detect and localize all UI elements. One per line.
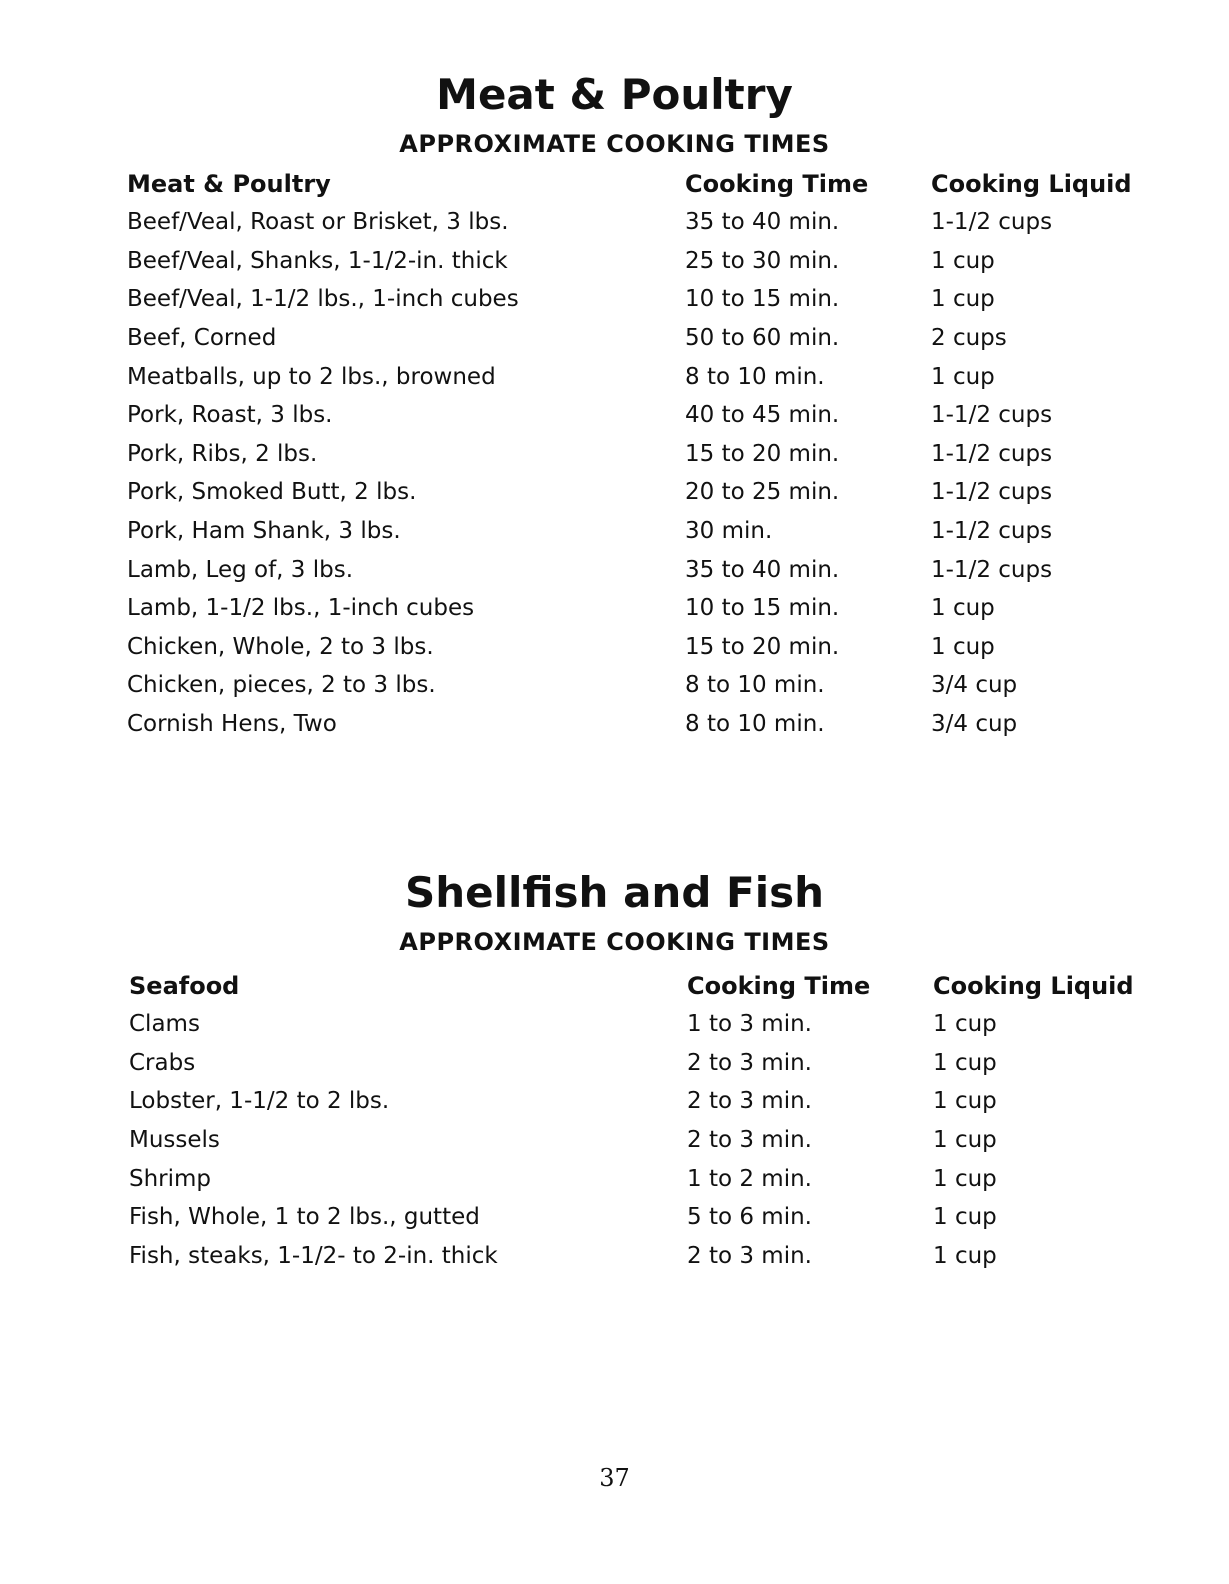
seafood-section-title: Shellfish and Fish	[405, 868, 824, 917]
table-row	[127, 357, 1151, 396]
table-header-row	[129, 967, 1153, 1005]
cell-cooking-time: 2 to 3 min.	[687, 1127, 812, 1154]
table-row	[127, 396, 1151, 435]
cell-item: Pork, Smoked Butt, 2 lbs.	[127, 479, 417, 506]
cell-item: Fish, steaks, 1-1/2- to 2-in. thick	[129, 1242, 498, 1269]
cell-item: Lamb, 1-1/2 lbs., 1-inch cubes	[127, 595, 475, 622]
meat-cooking-table	[127, 165, 1151, 743]
seafood-cooking-table	[129, 967, 1153, 1275]
cell-cooking-liquid: 2 cups	[931, 325, 1007, 352]
meat-section-subtitle: APPROXIMATE COOKING TIMES	[399, 130, 830, 158]
table-row	[129, 1237, 1153, 1276]
cell-cooking-liquid: 1 cup	[933, 1049, 997, 1076]
cell-cooking-liquid: 1-1/2 cups	[931, 518, 1053, 545]
cell-cooking-liquid: 1 cup	[933, 1088, 997, 1115]
cell-cooking-time: 1 to 3 min.	[687, 1011, 812, 1038]
cell-item: Chicken, pieces, 2 to 3 lbs.	[127, 672, 436, 699]
cell-cooking-time: 35 to 40 min.	[685, 556, 840, 583]
cell-cooking-liquid: 1 cup	[931, 286, 995, 313]
cell-cooking-time: 8 to 10 min.	[685, 363, 825, 390]
cell-cooking-liquid: 1 cup	[933, 1127, 997, 1154]
table-row	[127, 473, 1151, 512]
cell-item: Lobster, 1-1/2 to 2 lbs.	[129, 1088, 390, 1115]
cell-cooking-time: 10 to 15 min.	[685, 286, 840, 313]
table-row	[129, 1044, 1153, 1083]
cell-cooking-time: 2 to 3 min.	[687, 1088, 812, 1115]
page-number: 37	[599, 1464, 630, 1492]
table-row	[129, 1005, 1153, 1044]
cell-cooking-liquid: 1-1/2 cups	[931, 402, 1053, 429]
cell-item: Lamb, Leg of, 3 lbs.	[127, 556, 354, 583]
cell-item: Beef/Veal, Roast or Brisket, 3 lbs.	[127, 209, 509, 236]
cell-item: Cornish Hens, Two	[127, 711, 337, 738]
seafood-section-subtitle: APPROXIMATE COOKING TIMES	[399, 928, 830, 956]
cell-cooking-liquid: 1-1/2 cups	[931, 209, 1053, 236]
table-row	[129, 1198, 1153, 1237]
table-row	[129, 1082, 1153, 1121]
cell-cooking-liquid: 1-1/2 cups	[931, 479, 1053, 506]
cell-cooking-time: 40 to 45 min.	[685, 402, 840, 429]
cell-cooking-liquid: 1 cup	[931, 633, 995, 660]
cell-item: Fish, Whole, 1 to 2 lbs., gutted	[129, 1204, 480, 1231]
cell-item: Clams	[129, 1011, 200, 1038]
column-header-item: Meat & Poultry	[127, 170, 331, 198]
cell-item: Shrimp	[129, 1165, 212, 1192]
table-row	[127, 203, 1151, 242]
cell-item: Beef, Corned	[127, 325, 277, 352]
cell-cooking-time: 20 to 25 min.	[685, 479, 840, 506]
table-header-row	[127, 165, 1151, 203]
cell-cooking-liquid: 3/4 cup	[931, 711, 1018, 738]
table-row	[127, 280, 1151, 319]
cell-item: Chicken, Whole, 2 to 3 lbs.	[127, 633, 434, 660]
cell-item: Mussels	[129, 1127, 220, 1154]
cell-cooking-liquid: 1 cup	[933, 1204, 997, 1231]
meat-section-title: Meat & Poultry	[436, 70, 793, 119]
cell-cooking-liquid: 1 cup	[931, 247, 995, 274]
cell-cooking-time: 30 min.	[685, 518, 773, 545]
meat-section	[0, 70, 1229, 158]
table-row	[127, 550, 1151, 589]
table-row	[127, 319, 1151, 358]
cell-cooking-liquid: 1-1/2 cups	[931, 440, 1053, 467]
table-row	[127, 666, 1151, 705]
table-row	[127, 435, 1151, 474]
cell-cooking-time: 10 to 15 min.	[685, 595, 840, 622]
cell-item: Crabs	[129, 1049, 196, 1076]
cell-cooking-time: 5 to 6 min.	[687, 1204, 812, 1231]
cell-cooking-time: 15 to 20 min.	[685, 440, 840, 467]
cell-cooking-time: 25 to 30 min.	[685, 247, 840, 274]
cell-cooking-time: 15 to 20 min.	[685, 633, 840, 660]
table-row	[127, 512, 1151, 551]
cell-cooking-time: 2 to 3 min.	[687, 1049, 812, 1076]
seafood-table-body	[129, 1005, 1153, 1275]
cell-cooking-time: 8 to 10 min.	[685, 672, 825, 699]
table-row	[129, 1121, 1153, 1160]
cell-item: Beef/Veal, 1-1/2 lbs., 1-inch cubes	[127, 286, 519, 313]
cell-cooking-liquid: 3/4 cup	[931, 672, 1018, 699]
cell-cooking-time: 35 to 40 min.	[685, 209, 840, 236]
column-header-time: Cooking Time	[687, 972, 871, 1000]
cell-cooking-liquid: 1 cup	[931, 595, 995, 622]
column-header-time: Cooking Time	[685, 170, 869, 198]
cell-cooking-time: 1 to 2 min.	[687, 1165, 812, 1192]
column-header-liquid: Cooking Liquid	[931, 170, 1132, 198]
cell-item: Meatballs, up to 2 lbs., browned	[127, 363, 496, 390]
cell-cooking-time: 8 to 10 min.	[685, 711, 825, 738]
cell-cooking-time: 50 to 60 min.	[685, 325, 840, 352]
cell-item: Pork, Ribs, 2 lbs.	[127, 440, 318, 467]
column-header-item: Seafood	[129, 972, 240, 1000]
table-row	[129, 1159, 1153, 1198]
cell-cooking-time: 2 to 3 min.	[687, 1242, 812, 1269]
cell-item: Beef/Veal, Shanks, 1-1/2-in. thick	[127, 247, 508, 274]
cell-item: Pork, Roast, 3 lbs.	[127, 402, 333, 429]
table-row	[127, 705, 1151, 744]
cell-cooking-liquid: 1 cup	[933, 1165, 997, 1192]
cell-cooking-liquid: 1 cup	[933, 1011, 997, 1038]
cell-cooking-liquid: 1 cup	[931, 363, 995, 390]
cell-cooking-liquid: 1 cup	[933, 1242, 997, 1269]
table-row	[127, 242, 1151, 281]
seafood-section	[0, 868, 1229, 956]
cell-item: Pork, Ham Shank, 3 lbs.	[127, 518, 401, 545]
meat-table-body	[127, 203, 1151, 743]
column-header-liquid: Cooking Liquid	[933, 972, 1134, 1000]
cell-cooking-liquid: 1-1/2 cups	[931, 556, 1053, 583]
table-row	[127, 589, 1151, 628]
table-row	[127, 628, 1151, 667]
